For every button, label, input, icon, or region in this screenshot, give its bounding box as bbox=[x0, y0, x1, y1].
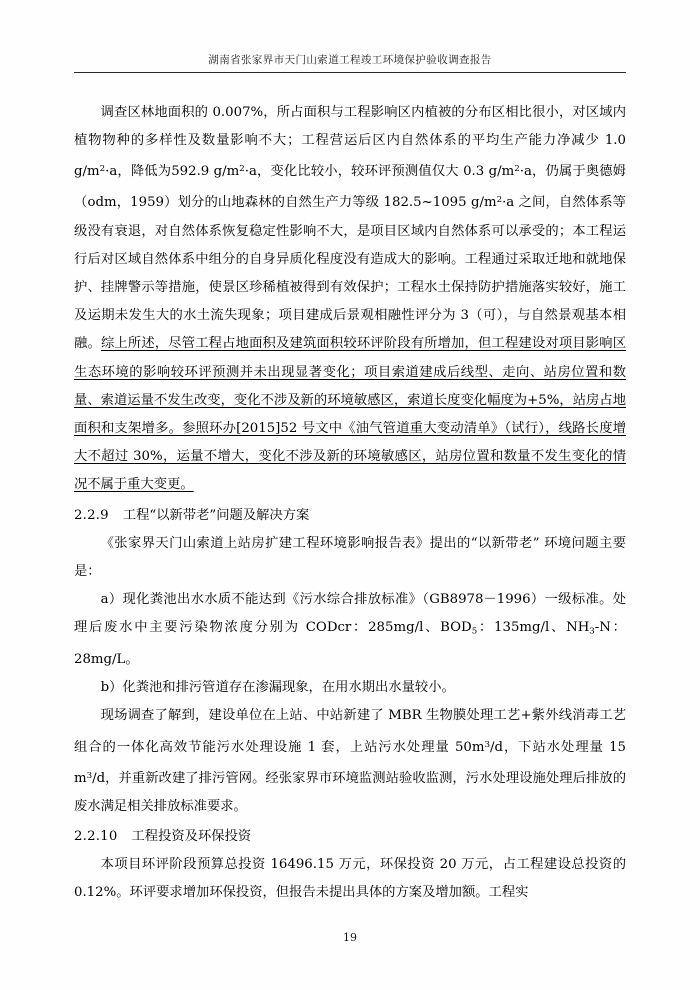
section-2-2-9-paragraph-3: b）化粪池和排污管道存在渗漏现象，在用水期出水量较小。 bbox=[100, 680, 455, 696]
section-heading-2-2-10 bbox=[74, 823, 626, 851]
page-header: 湖南省张家界市天门山索道工程竣工环境保护验收调查报告 bbox=[74, 52, 626, 73]
underlined-conclusion-text: 综上所述，尽管工程占地面积及建筑面积较环评阶段有所增加，但工程建设对项目影响区生态环境的影响较环评预测并未出现显著变化；项目索道建成后线型、走向、站房位置和数量、索道运量不发生改变，变化不涉及新的环境敏感区，索道长度变化幅度为+5%，站房占地面积和支架增多。参照环办[2015]52 号文中《油气管道重大变动清单》（试行），线路长度增大不超过 30%，运量不增大，变化不涉及新的环境敏感区，站房位置和数量不发生变化的情况不属于重大变更。 bbox=[74, 336, 627, 493]
section-number: 2.2.9 bbox=[74, 507, 109, 523]
paragraph-continuation: 调查区林地面积的 0.007%，所占面积与工程影响区内植被的分布区相比很小，对区域内植物物种的多样性及数量影响不大；工程营运后区内自然体系的平均生产能力净减少 1.0 $g/m^2\cdot a$，降低为592.9 $g/m^2\cdot a$，变化比较小，较环评预测值仅大 0.3 $g/m^2\cdot a$，仍属于奥德姆（odm，1959）划分的山地森林的自然生产力等级 182.5~1095 $g/m^2\cdot a$ 之间，自然体系等级没有衰退，对自然体系恢复稳定性影响不大，是项目区域内自然体系可以承受的；本工程运行后对区域自然体系中组分的自身异质化程度没有造成大的影响。工程通过采取迁地和就地保护、挂牌警示等措施，使景区珍稀植被得到有效保护；工程水土保持防护措施落实较好，施工及运期未发生大的水土流失现象；项目建成后景观相融性评分为 3（可），与自然景观基本相融。综上所述，尽管工程占地面积及建筑面积较环评阶段有所增加，但工程建设对项目影响区生态环境的影响较环评预测并未出现显著变化；项目索道建成后线型、走向、站房位置和数量、索道运量不发生改变，变化不涉及新的环境敏感区，索道长度变化幅度为+5%，站房占地面积和支架增多。参照环办[2015]52 号文中《油气管道重大变动清单》（试行），线路长度增大不超过 30%，运量不增大，变化不涉及新的环境敏感区，站房位置和数量不发生变化的情况不属于重大变更。 bbox=[74, 105, 627, 493]
section-heading-2-2-9 bbox=[74, 502, 626, 530]
section-number: 2.2.10 bbox=[74, 828, 118, 844]
page-number: 19 bbox=[343, 931, 357, 944]
section-2-2-10 bbox=[74, 823, 626, 908]
section-2-2-9-paragraph-4: 现场调查了解到，建设单位在上站、中站新建了 MBR 生物膜处理工艺+紫外线消毒工艺组合的一体化高效节能污水处理设施 1 套，上站污水处理量 $50m^3/d$，下站水处理量 15 $m^3/d$，并重新改建了排污管网。经张家界市环境监测站验收监测，污水处理设施处理后排放的废水满足相关排放标准要求。 bbox=[74, 708, 627, 814]
section-2-2-9-paragraph-1: 《张家界天门山索道上站房扩建工程环境影响报告表》提出的“以新带老” 环境问题主要是： bbox=[74, 535, 626, 579]
section-2-2-10-paragraph-1: 本项目环评阶段预算总投资 16496.15 万元，环保投资 20 万元，占工程建设总投资的 0.12%。环评要求增加环保投资，但报告未提出具体的方案及增加额。工程实 bbox=[74, 857, 626, 901]
section-title: 工程“以新带老”问题及解决方案 bbox=[122, 507, 310, 523]
section-2-2-9 bbox=[74, 502, 626, 821]
document-body bbox=[74, 99, 626, 908]
section-title: 工程投资及环保投资 bbox=[131, 828, 252, 844]
section-2-2-9-paragraph-2: a）现化粪池出水水质不能达到《污水综合排放标准》（GB8978－1996）一级标准。处理后废水中主要污染物浓度分别为 CODcr：285mg/l、$BOD_5$：135mg/l、$NH_3-N$：28mg/L。 bbox=[74, 592, 626, 668]
